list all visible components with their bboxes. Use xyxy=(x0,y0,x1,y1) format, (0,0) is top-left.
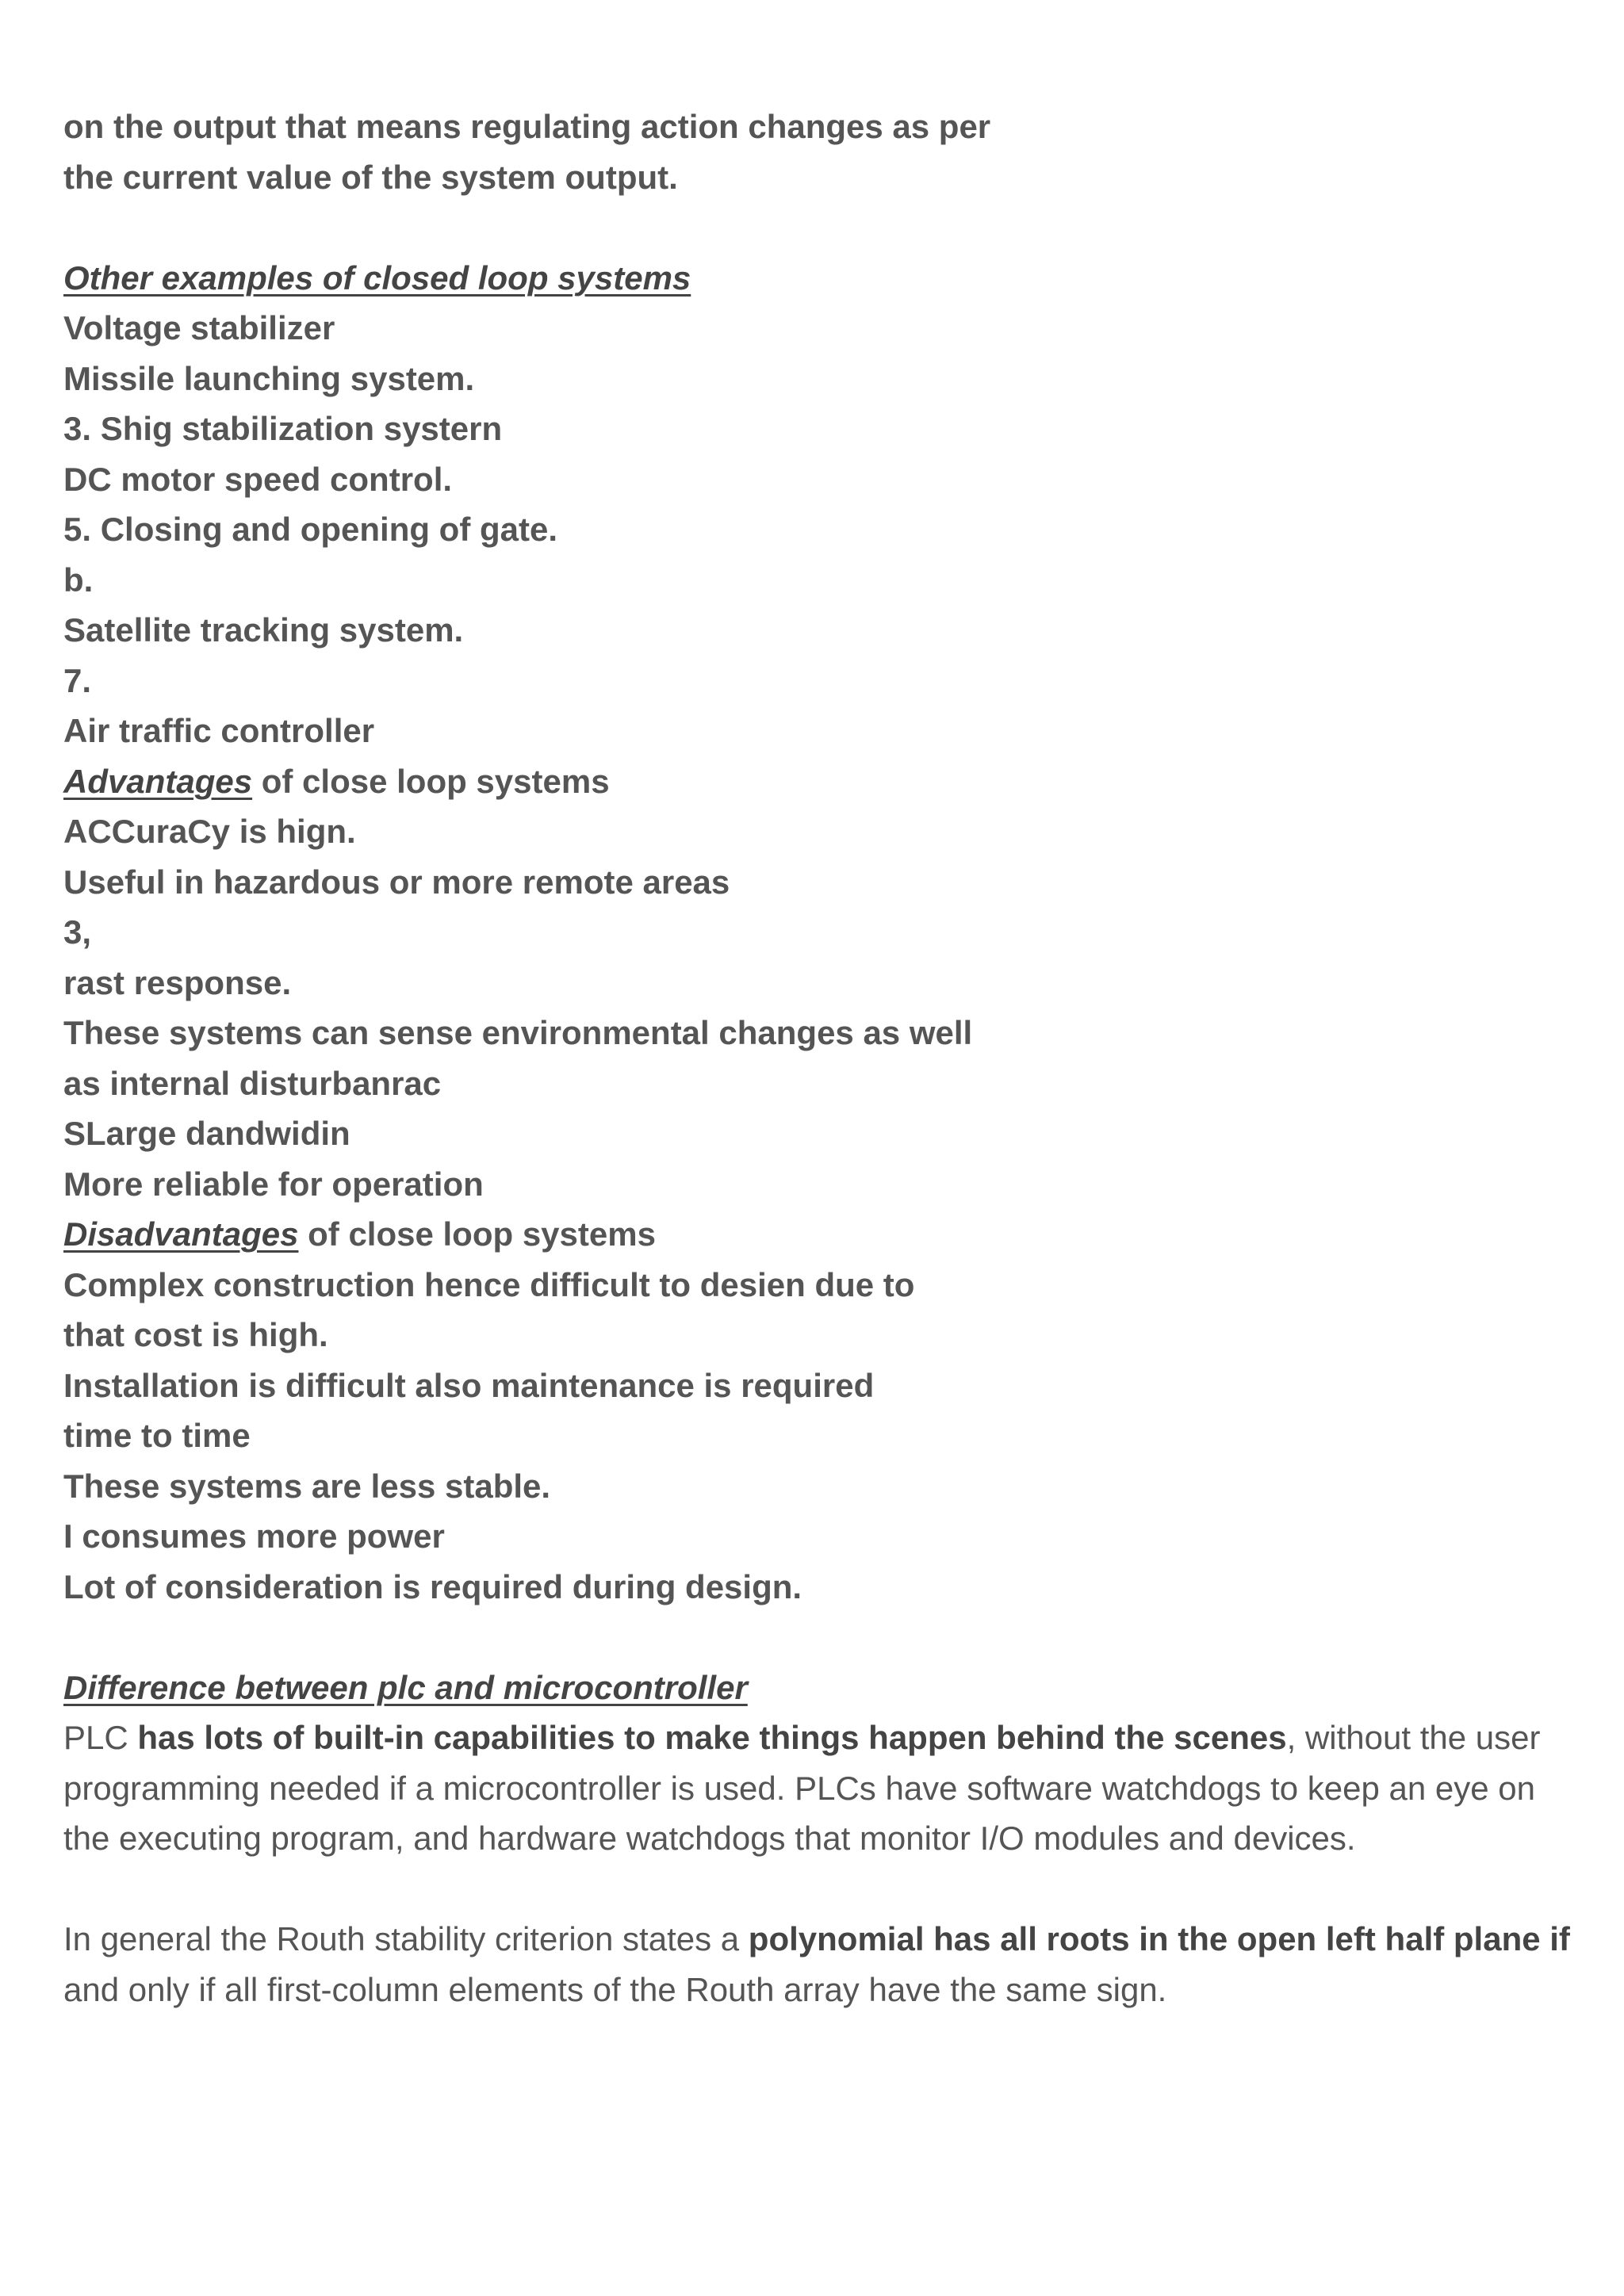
list-item: More reliable for operation xyxy=(63,1165,484,1203)
list-item: time to time xyxy=(63,1417,251,1454)
document-page xyxy=(63,101,1570,2015)
list-item: ACCuraCy is hign. xyxy=(63,813,356,850)
intro-block xyxy=(63,101,1570,202)
plc-section-heading: Difference between plc and microcontroller xyxy=(63,1668,748,1706)
advantages-heading-emphasis: Advantages xyxy=(63,762,253,800)
intro-line-1: on the output that means regulating action changes as per xyxy=(63,108,991,145)
routh-paragraph xyxy=(63,1914,1570,2015)
advantages-section xyxy=(63,756,1570,1210)
routh-paragraph-rest: and only if all first-column elements of the Routh array have the same sign. xyxy=(63,1970,1167,2008)
routh-section xyxy=(63,1914,1570,2015)
list-item: Installation is difficult also maintenance is required xyxy=(63,1366,875,1404)
list-item: Missile launching system. xyxy=(63,359,475,397)
list-item: Satellite tracking system. xyxy=(63,611,464,649)
list-item: rast response. xyxy=(63,963,292,1001)
list-item: SLarge dandwidin xyxy=(63,1115,350,1152)
list-item: 3. Shig stabilization systern xyxy=(63,410,503,447)
spacer xyxy=(63,202,1570,253)
plc-paragraph xyxy=(63,1712,1570,1864)
disadvantages-section xyxy=(63,1209,1570,1612)
advantages-heading-rest: of close loop systems xyxy=(252,762,610,800)
list-item: 5. Closing and opening of gate. xyxy=(63,511,558,548)
plc-paragraph-bold: has lots of built-in capabilities to make things happen behind the scenes xyxy=(137,1719,1287,1756)
list-item: Air traffic controller xyxy=(63,712,375,749)
list-item: as internal disturbanrac xyxy=(63,1064,442,1102)
list-item: DC motor speed control. xyxy=(63,460,453,498)
list-item: 3, xyxy=(63,913,92,951)
plc-paragraph-rest: , without the user programming needed if a microcontroller is used. PLCs have software watchdogs to keep an eye on the executing program, and hardware watchdogs that monitor I/O modules and devices. xyxy=(63,1719,1541,1857)
advantages-heading xyxy=(63,756,1570,807)
list-item: Lot of consideration is required during design. xyxy=(63,1567,802,1605)
disadvantages-heading-emphasis: Disadvantages xyxy=(63,1215,299,1253)
intro-line-2: the current value of the system output. xyxy=(63,158,678,196)
spacer xyxy=(63,1612,1570,1663)
list-item: I consumes more power xyxy=(63,1517,445,1555)
routh-paragraph-bold: polynomial has all roots in the open left half plane if xyxy=(748,1920,1570,1957)
list-item: that cost is high. xyxy=(63,1316,328,1353)
list-item: Voltage stabilizer xyxy=(63,309,335,346)
closed-loop-examples-section xyxy=(63,253,1570,756)
list-item: Complex construction hence difficult to desien due to xyxy=(63,1265,915,1303)
list-item: b. xyxy=(63,561,94,599)
plc-section xyxy=(63,1663,1570,1864)
list-item: 7. xyxy=(63,661,92,699)
list-item: These systems can sense environmental changes as well xyxy=(63,1014,973,1051)
disadvantages-heading-rest: of close loop systems xyxy=(298,1215,656,1253)
plc-paragraph-prefix: PLC xyxy=(63,1719,138,1756)
closed-loop-examples-heading: Other examples of closed loop systems xyxy=(63,258,691,297)
list-item: These systems are less stable. xyxy=(63,1467,551,1505)
disadvantages-heading xyxy=(63,1209,1570,1260)
list-item: Useful in hazardous or more remote areas xyxy=(63,863,730,901)
routh-paragraph-prefix: In general the Routh stability criterion states a xyxy=(63,1920,749,1957)
spacer xyxy=(63,1864,1570,1915)
